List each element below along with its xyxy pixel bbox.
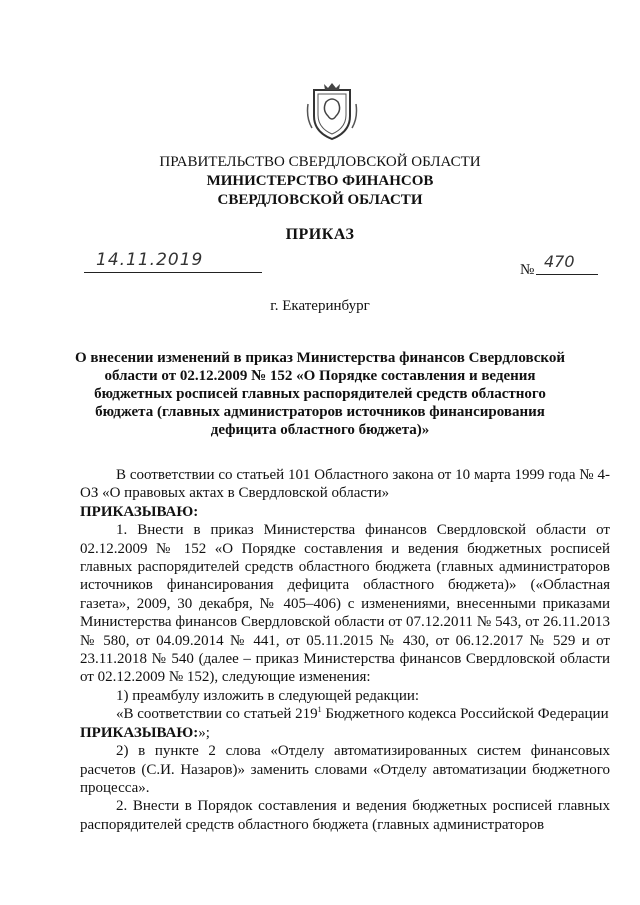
handwritten-number: 470 — [544, 252, 575, 271]
article-superscript: 1 — [317, 705, 322, 715]
document-subject: О внесении изменений в приказ Министерства финансов Свердловской области от 02.12.2009 № 152 «О Порядке составления и ведения бюджетных росписей главных распорядителей средств областного бюджета (главных администраторов источников финансирования дефицита областного бюджета)» — [75, 350, 565, 438]
document-type-title: ПРИКАЗ — [285, 226, 355, 243]
new-preamble-text-b: Бюджетного кодекса Российской Федерации — [321, 706, 609, 723]
ministry-region: СВЕРДЛОВСКОЙ ОБЛАСТИ — [217, 192, 423, 208]
number-label: № — [520, 262, 535, 278]
item-1-paragraph: 1. Внести в приказ Министерства финансов Свердловской области от 02.12.2009 № 152 «О Порядке составления и ведения бюджетных росписей главных распорядителей средств областного бюджета (главных администраторов источников финансирования дефицита областного бюджета)» («Областная газета», 2009, 30 декабря, № 405–406) с изменениями, внесенными приказами Министерства финансов Свердловской области от 07.12.2011 № 543, от 26.11.2013 № 580, от 04.09.2014 № 441, от 05.11.2015 № 430, от 06.12.2017 № 529 и от 23.11.2018 № 540 (далее – приказ Министерства финансов Свердловской области от 02.12.2009 № 152), следующие изменения: — [80, 522, 610, 686]
coat-of-arms-emblem — [304, 82, 360, 142]
handwritten-date: 14.11.2019 — [96, 250, 204, 270]
order-heading: ПРИКАЗЫВАЮ: — [80, 503, 199, 520]
quoted-order-bold: ПРИКАЗЫВАЮ: — [80, 724, 199, 741]
quoted-order-close: »; — [198, 724, 210, 741]
document-body — [80, 466, 610, 834]
new-preamble-text-a: «В соответствии со статьей 219 — [116, 706, 318, 723]
new-preamble-paragraph — [80, 705, 610, 723]
government-name: ПРАВИТЕЛЬСТВО СВЕРДЛОВСКОЙ ОБЛАСТИ — [159, 154, 481, 170]
city: г. Екатеринбург — [270, 298, 370, 314]
item-2-paragraph: 2. Внести в Порядок составления и ведения бюджетных росписей главных распорядителей средств областного бюджета (главных администраторов — [80, 798, 610, 833]
quoted-order-heading — [80, 724, 610, 742]
subitem-2-paragraph: 2) в пункте 2 слова «Отделу автоматизированных систем финансовых расчетов (С.И. Назаров)» заменить словами «Отделу автоматизации бюджетного процесса». — [80, 743, 610, 796]
preamble-paragraph: В соответствии со статьей 101 Областного закона от 10 марта 1999 года № 4-ОЗ «О правовых актах в Свердловской области» — [80, 467, 610, 502]
subitem-1-paragraph: 1) преамбулу изложить в следующей редакции: — [116, 687, 420, 704]
ministry-name: МИНИСТЕРСТВО ФИНАНСОВ — [206, 173, 434, 189]
